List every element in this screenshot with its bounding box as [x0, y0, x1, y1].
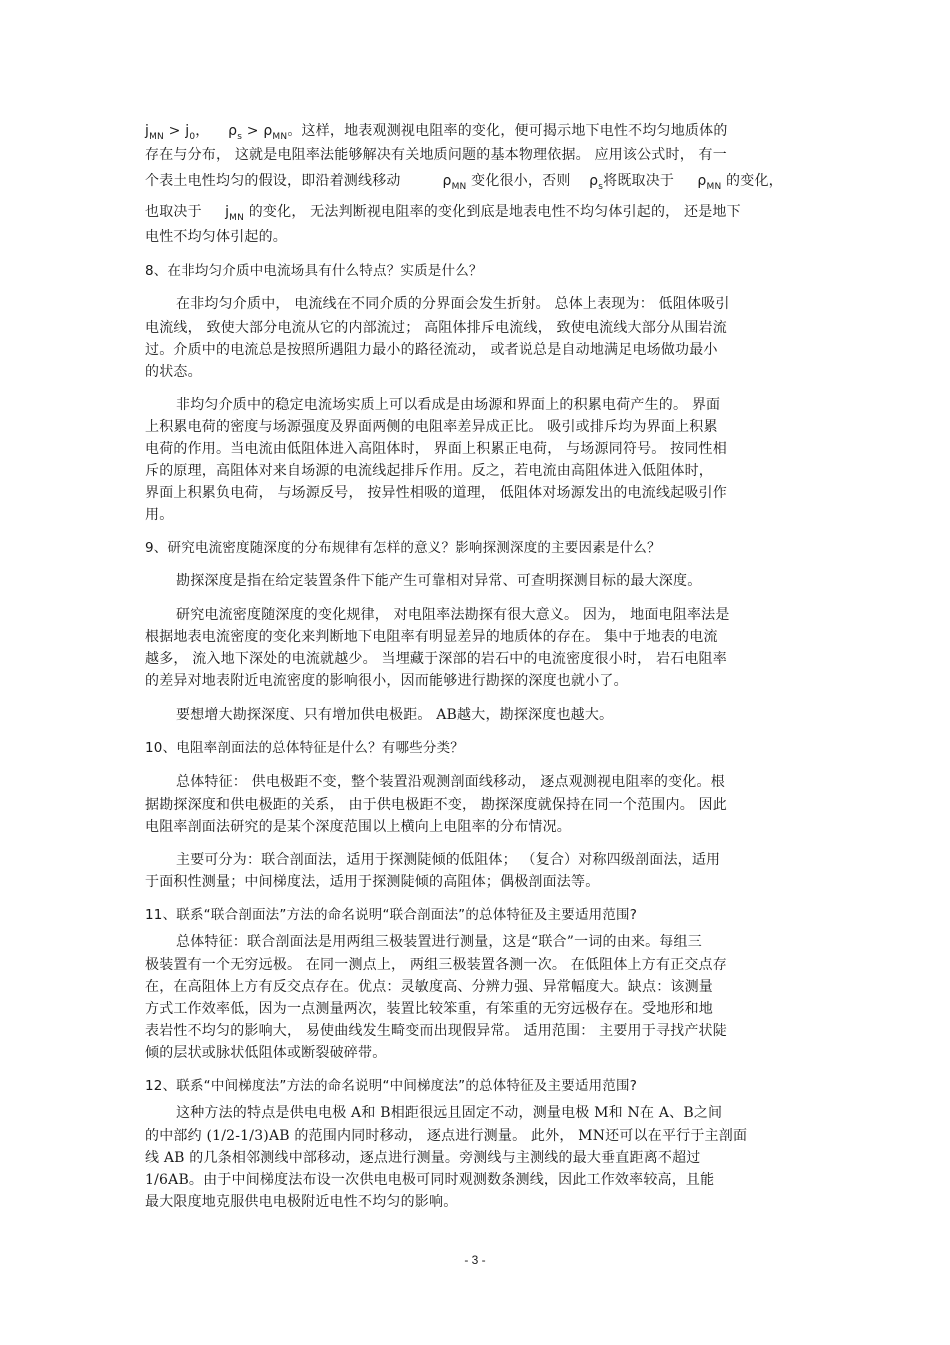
text-span: 的变化， 无法判断视电阻率的变化到底是地表电性不均匀体引起的， 还是地下 — [248, 204, 741, 220]
page-number: - 3 - — [464, 1253, 486, 1267]
symbol-rho-mn: $\rho_{MN}$ — [697, 173, 722, 192]
para-line: 的中部约 (1/2-1/3)AB 的范围内同时移动， 逐点进行测量。 此外， MN还可以在平行于主剖面 — [145, 1128, 748, 1144]
para-line: 斥的原理，高阻体对来自场源的电流线起排斥作用。反之，若电流由高阻体进入低阻体时， — [145, 463, 713, 479]
para-line: 根据地表电流密度的变化来判断地下电阻率有明显差异的地质体的存在。 集中于地表的电流 — [145, 629, 718, 645]
para-line: 据勘探深度和供电极距的关系， 由于供电极距不变， 勘探深度就保持在同一个范围内。 因此 — [145, 797, 727, 813]
para-line: 要想增大勘探深度、只有增加供电极距。 AB越大，勘探深度也越大。 — [176, 707, 614, 723]
symbol-j-mn: $j_{MN}$ — [225, 204, 245, 223]
symbol-j-mn: $j_{MN}$ — [145, 123, 164, 142]
symbol-rho-mn: $\rho_{MN}$ — [263, 123, 288, 142]
question-10-title: 10、电阻率剖面法的总体特征是什么？有哪些分类？ — [145, 740, 464, 756]
comma: ， — [195, 123, 210, 139]
para-line — [145, 203, 741, 227]
question-12-title: 12、联系“中间梯度法”方法的命名说明“中间梯度法”的总体特征及主要适用范围? — [145, 1078, 638, 1094]
text-span: 将既取决于 — [603, 173, 675, 189]
para-line: 电荷的作用。当电流由低阻体进入高阻体时， 界面上积累正电荷， 与场源同符号。 按同性相 — [145, 441, 727, 457]
text-span: 的变化， — [726, 173, 783, 189]
symbol-rho-s: $\rho_s$ — [589, 173, 604, 192]
para-line: 电阻率剖面法研究的是某个深度范围以上横向上电阻率的分布情况。 — [145, 819, 571, 835]
para-line: 1/6AB。由于中间梯度法布设一次供电电极可同时观测数条测线，因此工作效率较高，且能 — [145, 1172, 715, 1188]
symbol-rho-s: $\rho_s$ — [228, 123, 243, 142]
gt-sign: > — [168, 123, 181, 139]
para-line: 主要可分为：联合剖面法，适用于探测陡倾的低阻体； （复合）对称四级剖面法，适用 — [176, 852, 721, 868]
para-line: 电流线， 致使大部分电流从它的内部流过； 高阻体排斥电流线， 致使电流线大部分从围岩流 — [145, 320, 727, 336]
para-line — [145, 172, 783, 196]
para-line: 的状态。 — [145, 364, 202, 380]
para-line: 上积累电荷的密度与场源强度及界面两侧的电阻率差异成正比。 吸引或排斥均为界面上积累 — [145, 419, 718, 435]
para-line: 非均匀介质中的稳定电流场实质上可以看成是由场源和界面上的积累电荷产生的。 界面 — [176, 397, 721, 413]
para-line: 总体特征：联合剖面法是用两组三极装置进行测量，这是“联合”一词的由来。每组三 — [176, 934, 702, 950]
para-line: 越多， 流入地下深处的电流就越少。 当埋藏于深部的岩石中的电流密度很小时， 岩石电阻率 — [145, 651, 727, 667]
question-11-title: 11、联系“联合剖面法”方法的命名说明“联合剖面法”的总体特征及主要适用范围? — [145, 907, 638, 923]
para-line: 倾的层状或脉状低阻体或断裂破碎带。 — [145, 1045, 387, 1061]
gt-sign: > — [246, 123, 259, 139]
para-line: 研究电流密度随深度的变化规律， 对电阻率法勘探有很大意义。 因为， 地面电阻率法是 — [176, 607, 730, 623]
para-line: 用。 — [145, 507, 174, 523]
para-line: 电性不均匀体引起的。 — [145, 229, 287, 245]
para-line: 勘探深度是指在给定装置条件下能产生可靠相对异常、可查明探测目标的最大深度。 — [176, 573, 702, 589]
para-line: 这种方法的特点是供电电极 A和 B相距很远且固定不动，测量电极 M和 N在 A、B之间 — [176, 1105, 723, 1121]
para-line: 于面积性测量；中间梯度法，适用于探测陡倾的高阻体；偶极剖面法等。 — [145, 874, 600, 890]
question-9-title: 9、研究电流密度随深度的分布规律有怎样的意义？影响探测深度的主要因素是什么？ — [145, 540, 661, 556]
para-line: 界面上积累负电荷， 与场源反号， 按异性相吸的道理， 低阻体对场源发出的电流线起吸引作 — [145, 485, 727, 501]
para-line: 在非均匀介质中， 电流线在不同介质的分界面会发生折射。 总体上表现为： 低阻体吸引 — [176, 296, 730, 312]
para-line: 在，在高阻体上方有反交点存在。优点：灵敏度高、分辨力强、异常幅度大。缺点：该测量 — [145, 979, 713, 995]
para-line: 存在与分布， 这就是电阻率法能够解决有关地质问题的基本物理依据。 应用该公式时， 有一 — [145, 147, 727, 163]
para-line: 极装置有一个无穷远极。 在同一测点上， 两组三极装置各测一次。 在低阻体上方有正交点存 — [145, 957, 727, 973]
text-span: 变化很小，否则 — [471, 173, 571, 189]
para-line: 表岩性不均匀的影响大， 易使曲线发生畸变而出现假异常。 适用范围： 主要用于寻找产状陡 — [145, 1023, 727, 1039]
symbol-rho-mn: $\rho_{MN}$ — [442, 173, 467, 192]
para-line: 方式工作效率低，因为一点测量两次，装置比较笨重，有笨重的无穷远极存在。受地形和地 — [145, 1001, 713, 1017]
formula-line — [145, 122, 728, 146]
text-span: 也取决于 — [145, 204, 202, 220]
formula-line-text: 。这样，地表观测视电阻率的变化，便可揭示地下电性不均匀地质体的 — [287, 123, 728, 139]
para-line: 线 AB 的几条相邻测线中部移动，逐点进行测量。旁测线与主测线的最大垂直距离不超过 — [145, 1150, 701, 1166]
text-span: 个表土电性均匀的假设，即沿着测线移动 — [145, 173, 401, 189]
para-line: 过。介质中的电流总是按照所遇阻力最小的路径流动， 或者说总是自动地满足电场做功最小 — [145, 342, 718, 358]
para-line: 总体特征： 供电极距不变，整个装置沿观测剖面线移动， 逐点观测视电阻率的变化。根 — [176, 774, 725, 790]
question-8-title: 8、在非均匀介质中电流场具有什么特点？实质是什么？ — [145, 263, 483, 279]
symbol-j0: $j_0$ — [185, 123, 196, 142]
para-line: 最大限度地克服供电电极附近电性不均匀的影响。 — [145, 1194, 458, 1210]
para-line: 的差异对地表附近电流密度的影响很小，因而能够进行勘探的深度也就小了。 — [145, 673, 628, 689]
